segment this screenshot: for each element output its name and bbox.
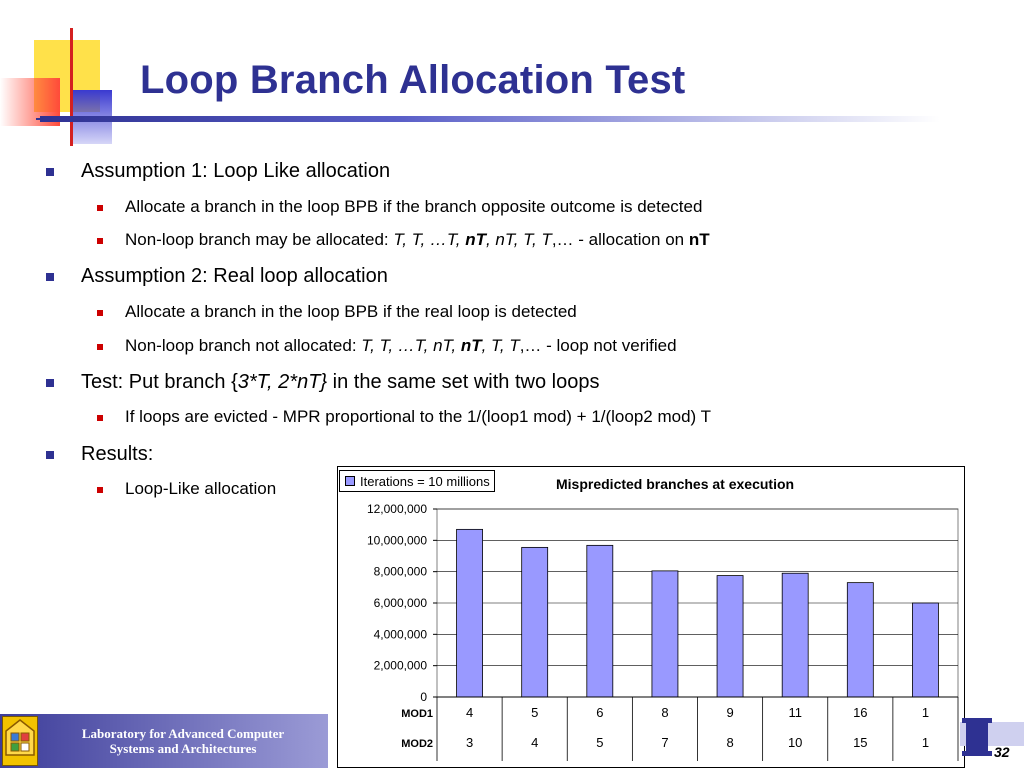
- y-tick-label: 2,000,000: [373, 658, 427, 673]
- chart-legend: [339, 470, 495, 492]
- footer-line-2: Systems and Architectures: [109, 741, 257, 756]
- bar: [782, 573, 808, 697]
- bullet-test: Test: Put branch {3*T, 2*nT} in the same set with two loops: [81, 371, 600, 393]
- table-cell: 5: [531, 705, 539, 720]
- page-number: 32: [994, 744, 1010, 760]
- table-cell: 9: [726, 705, 734, 720]
- y-tick-label: 6,000,000: [373, 596, 427, 610]
- table-cell: 1: [921, 705, 930, 720]
- bullet-assumption-2: Assumption 2: Real loop allocation: [81, 265, 388, 287]
- table-cell: 8: [726, 735, 734, 750]
- bullet-square: [46, 168, 54, 176]
- table-cell: 8: [661, 705, 669, 720]
- bar: [912, 603, 938, 697]
- bullet-test-sub1: If loops are evicted - MPR proportional to the 1/(loop1 mod) + 1/(loop2 mod) T: [125, 407, 712, 426]
- slide-title: Loop Branch Allocation Test: [140, 58, 686, 102]
- bar: [652, 571, 678, 697]
- title-underline: [40, 116, 940, 122]
- sub-bullet-square: [97, 310, 103, 316]
- university-logo-icon: [960, 714, 1024, 768]
- bullet-a1-sub1: Allocate a branch in the loop BPB if the branch opposite outcome is detected: [125, 197, 703, 216]
- bar-chart: [338, 467, 964, 767]
- table-cell: 6: [596, 705, 604, 720]
- chart-title: Mispredicted branches at execution: [556, 476, 795, 492]
- bar: [717, 576, 743, 697]
- corner-red-line: [70, 28, 73, 146]
- footer-line-1: Laboratory for Advanced Computer: [81, 726, 285, 741]
- table-cell: 11: [788, 705, 802, 720]
- bullet-square: [46, 451, 54, 459]
- footer-lab-name: [44, 726, 322, 756]
- y-tick-label: 10,000,000: [366, 533, 427, 548]
- university-logo: [960, 714, 1024, 768]
- sub-bullet-square: [97, 415, 103, 421]
- table-cell: 16: [853, 705, 868, 720]
- table-cell: 7: [661, 735, 669, 750]
- sub-bullet-square: [97, 344, 103, 350]
- table-cell: 4: [465, 705, 474, 720]
- bar: [522, 547, 548, 697]
- bar: [847, 583, 873, 697]
- bullet-square: [46, 273, 54, 281]
- lab-logo-icon: [3, 717, 37, 765]
- table-row-label: MOD1: [401, 708, 433, 720]
- bullet-square: [46, 379, 54, 387]
- bullet-a1-sub2: Non-loop branch may be allocated: T, T, …T, nT, nT, T, T,… - allocation on nT: [125, 230, 710, 249]
- sub-bullet-square: [97, 487, 103, 493]
- y-tick-label: 0: [420, 690, 427, 704]
- table-cell: 15: [853, 735, 868, 750]
- bullet-results: Results:: [81, 443, 154, 465]
- bar: [457, 529, 483, 697]
- lab-logo: [2, 716, 38, 766]
- legend-swatch: [345, 476, 355, 486]
- chart-frame: [337, 466, 965, 768]
- legend-label: Iterations = 10 millions: [360, 473, 490, 489]
- table-cell: 5: [596, 735, 604, 750]
- table-cell: 1: [921, 735, 930, 750]
- table-cell: 4: [531, 735, 539, 750]
- table-cell: 10: [787, 735, 803, 750]
- sub-bullet-square: [97, 205, 103, 211]
- y-tick-label: 4,000,000: [373, 627, 427, 642]
- table-row-label: MOD2: [401, 738, 433, 750]
- sub-bullet-square: [97, 238, 103, 244]
- y-tick-label: 8,000,000: [373, 564, 427, 579]
- table-cell: 3: [465, 735, 474, 750]
- bullet-a2-sub2: Non-loop branch not allocated: T, T, …T, nT, nT, T, T,… - loop not verified: [125, 336, 677, 355]
- bar: [587, 545, 613, 697]
- bullet-a2-sub1: Allocate a branch in the loop BPB if the real loop is detected: [125, 302, 577, 321]
- bullet-results-sub1: Loop-Like allocation: [125, 479, 277, 498]
- y-tick-label: 12,000,000: [366, 502, 427, 516]
- bullet-assumption-1: Assumption 1: Loop Like allocation: [81, 160, 391, 182]
